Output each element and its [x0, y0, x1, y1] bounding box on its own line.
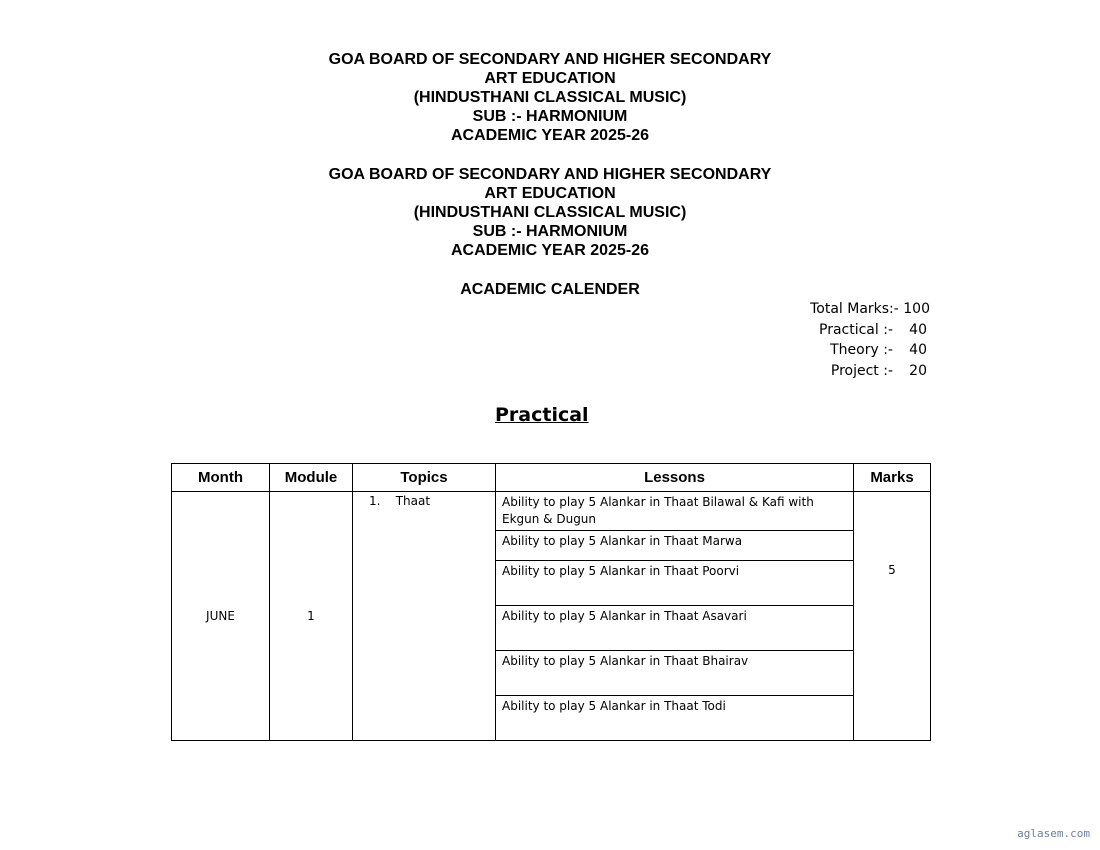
lesson-cell: Ability to play 5 Alankar in Thaat Todi — [496, 696, 854, 741]
project-marks-label: Project :- — [830, 363, 893, 379]
lesson-cell: Ability to play 5 Alankar in Thaat Asavari — [496, 606, 854, 651]
marks-cell-top — [854, 492, 931, 561]
practical-marks-label: Practical :- — [819, 322, 893, 338]
board-name: GOA BOARD OF SECONDARY AND HIGHER SECONDARY — [328, 166, 772, 183]
marks-value: 5 — [888, 563, 896, 578]
lesson-cell: Ability to play 5 Alankar in Thaat Bhairav — [496, 651, 854, 696]
subject: SUB :- HARMONIUM — [472, 108, 628, 125]
academic-year: ACADEMIC YEAR 2025-26 — [451, 127, 649, 144]
topics-cell — [353, 492, 496, 741]
department: ART EDUCATION — [484, 185, 616, 202]
header-lessons: Lessons — [496, 464, 854, 492]
course-name: (HINDUSTHANI CLASSICAL MUSIC) — [413, 204, 687, 221]
department: ART EDUCATION — [484, 70, 616, 87]
project-marks-value: 20 — [909, 363, 927, 379]
academic-year: ACADEMIC YEAR 2025-26 — [451, 242, 649, 259]
header-marks: Marks — [854, 464, 931, 492]
section-title: Practical — [495, 404, 589, 426]
topic-number: 1. — [369, 494, 381, 508]
theory-marks-value: 40 — [909, 342, 927, 358]
marks-cell — [854, 561, 931, 741]
table-row — [172, 492, 931, 531]
course-name: (HINDUSTHANI CLASSICAL MUSIC) — [413, 89, 687, 106]
calendar-title: ACADEMIC CALENDER — [460, 281, 640, 298]
lesson-cell: Ability to play 5 Alankar in Thaat Marwa — [496, 531, 854, 561]
header-topics: Topics — [353, 464, 496, 492]
practical-marks-value: 40 — [909, 322, 927, 338]
lesson-cell: Ability to play 5 Alankar in Thaat Poorvi — [496, 561, 854, 606]
header-month: Month — [172, 464, 270, 492]
total-marks-label: Total Marks:- 100 — [810, 301, 930, 317]
header-module: Module — [270, 464, 353, 492]
month-cell: JUNE — [172, 492, 270, 741]
header-block-1 — [0, 50, 1100, 145]
practical-table — [171, 463, 931, 741]
watermark: aglasem.com — [1017, 827, 1090, 840]
table-header-row — [172, 464, 931, 492]
header-block-2 — [0, 165, 1100, 260]
module-cell: 1 — [270, 492, 353, 741]
board-name: GOA BOARD OF SECONDARY AND HIGHER SECONDARY — [328, 51, 772, 68]
lesson-cell: Ability to play 5 Alankar in Thaat Bilawal & Kafi with Ekgun & Dugun — [496, 492, 854, 531]
topic-name: Thaat — [395, 494, 431, 508]
theory-marks-label: Theory :- — [830, 342, 893, 358]
subject: SUB :- HARMONIUM — [472, 223, 628, 240]
